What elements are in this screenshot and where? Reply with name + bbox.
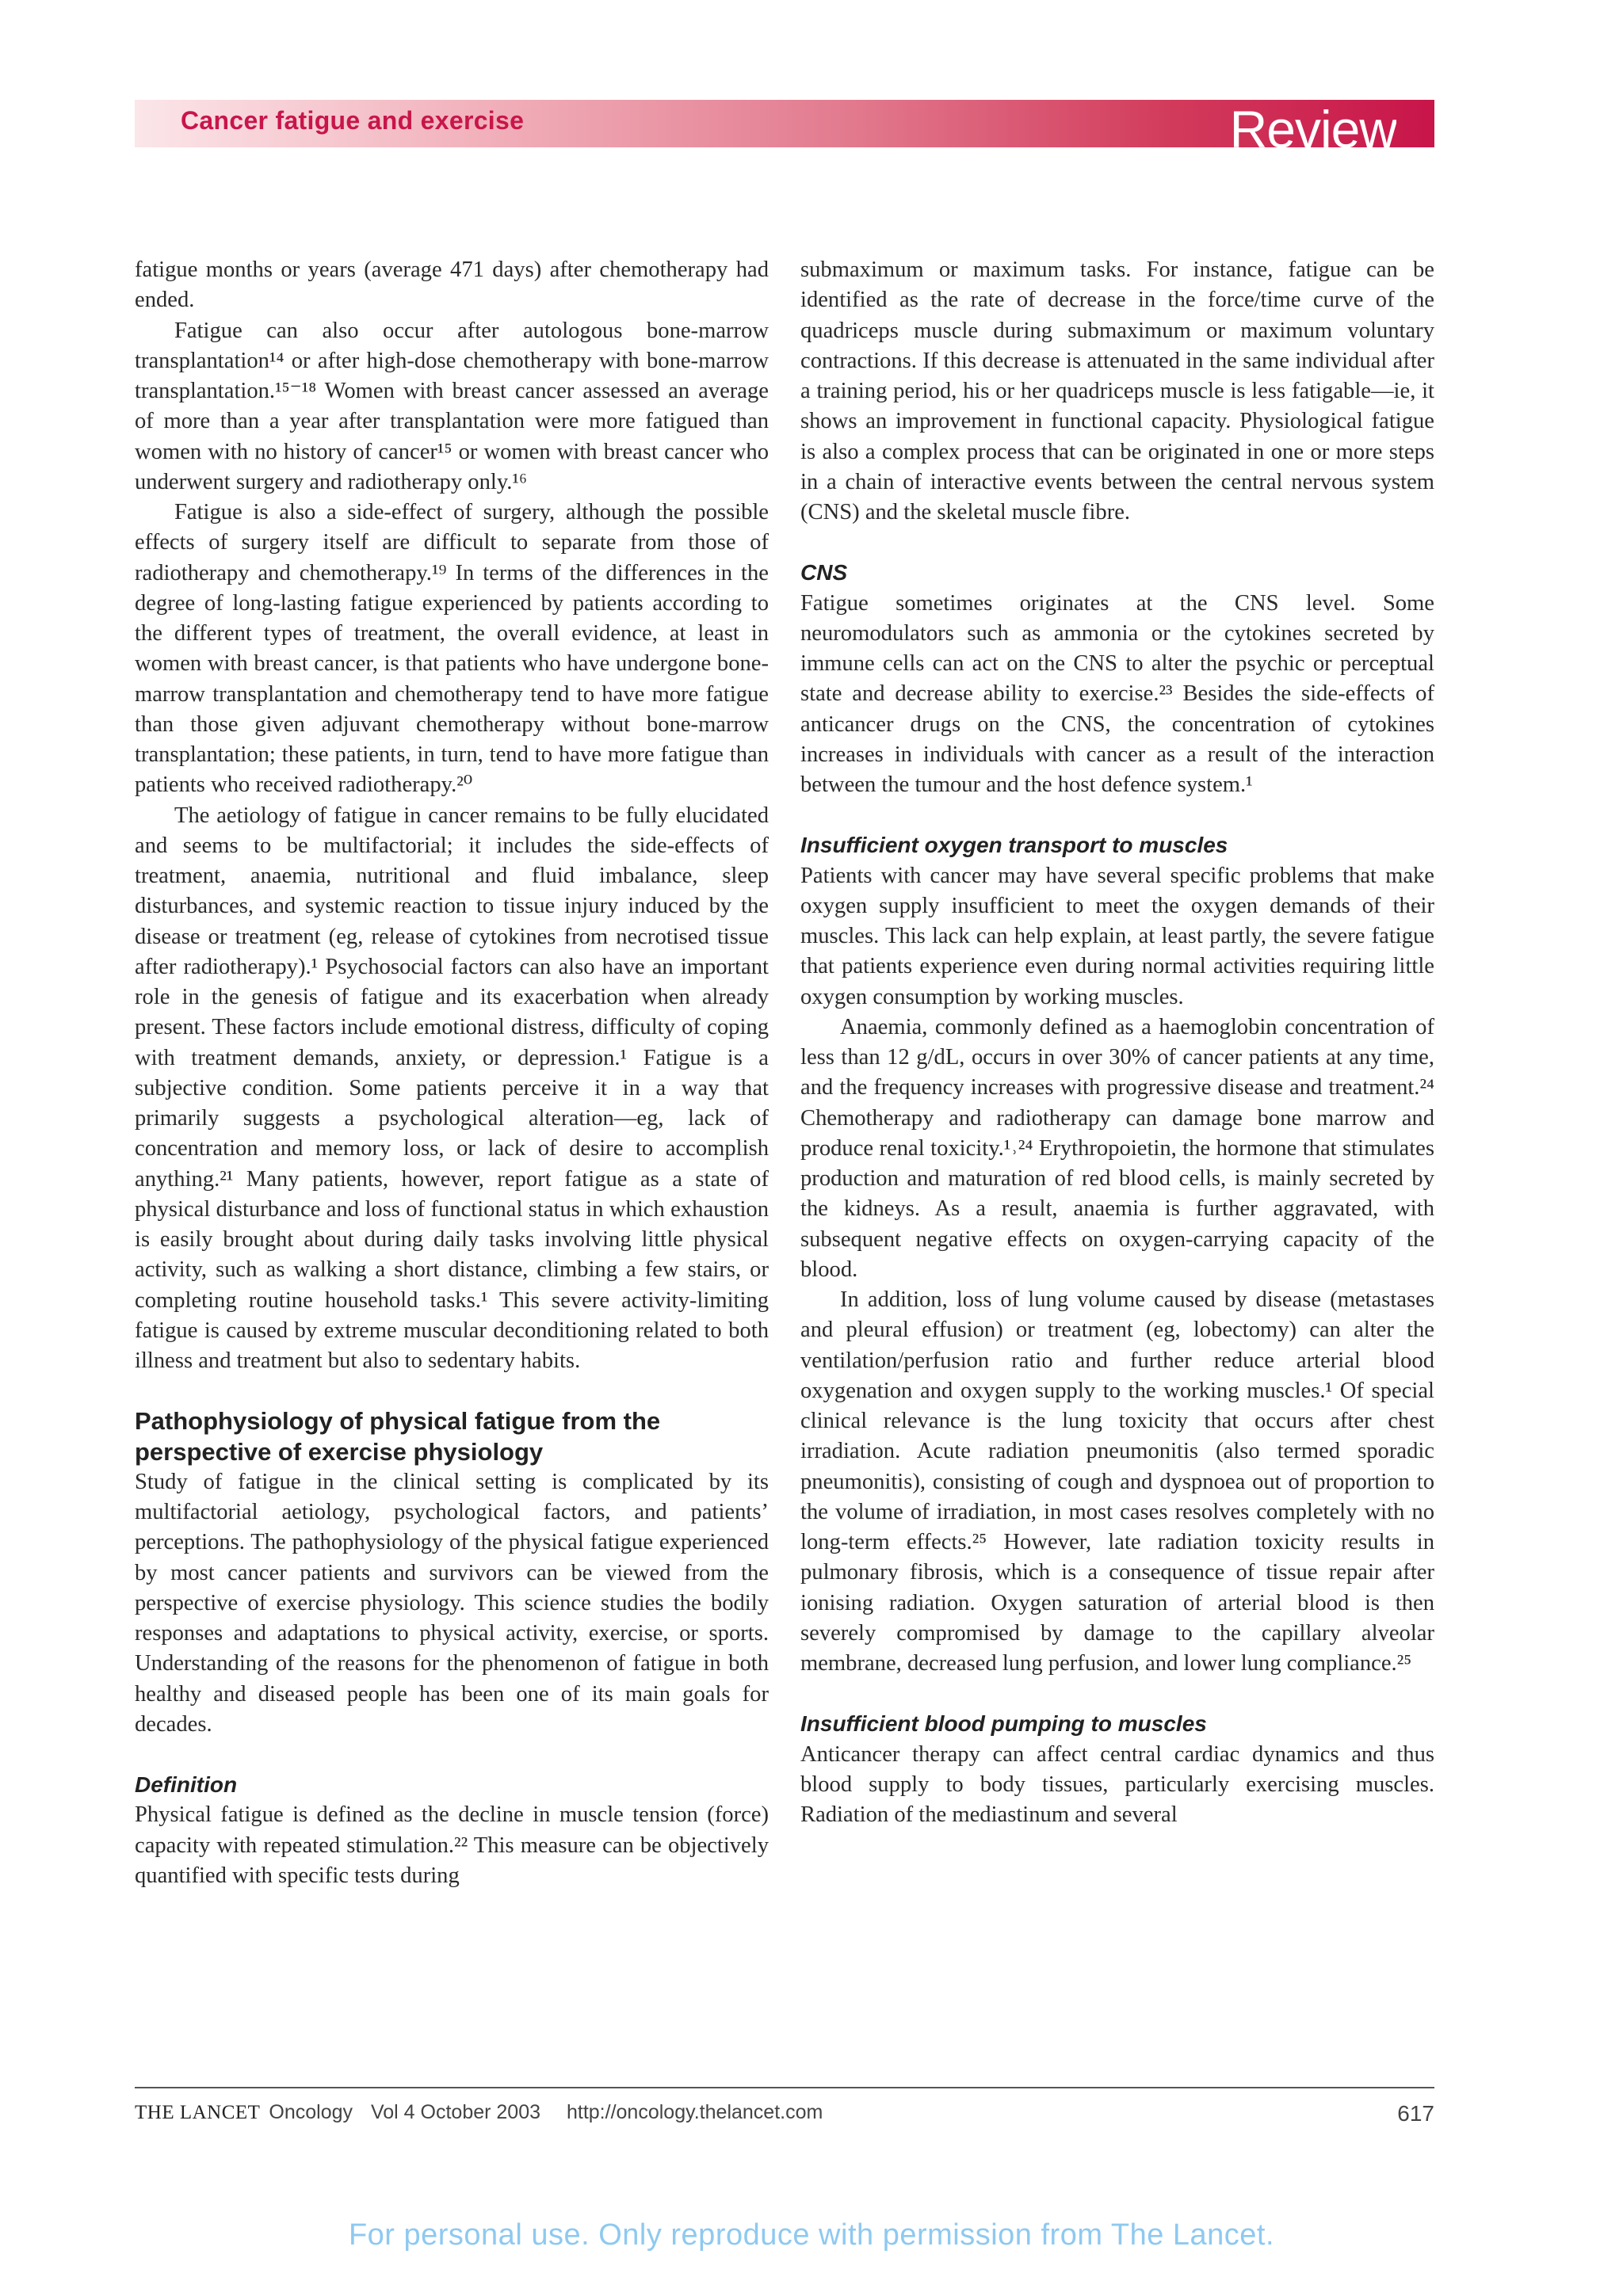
section-title: Cancer fatigue and exercise [181, 106, 525, 135]
subsection-heading: Insufficient blood pumping to muscles [800, 1711, 1207, 1737]
subsection-heading: CNS [800, 560, 848, 585]
header-band [135, 100, 1434, 147]
paragraph: Fatigue is also a side-effect of surgery, although the possible effects of surgery itself are difficult to separate from those of radiotherapy and chemotherapy.¹⁹ In terms of the differences in the degree of long-lasting fatigue experienced by patients according to the different types of treatment, the overall evidence, at least in women with breast cancer, is that patients who have undergone bone-marrow transplantation and chemotherapy tend to have more fatigue than those given adjuvant chemotherapy without bone-marrow transplantation; these patients, in turn, tend to have more fatigue than patients who received radiotherapy.²⁰ [135, 500, 769, 798]
paragraph: Patients with cancer may have several specific problems that make oxygen supply insufficient to meet the oxygen demands of their muscles. This lack can help explain, at least partly, the severe fatigue that patients experience even during normal activities requiring little oxygen consumption by working muscles. [800, 863, 1434, 1009]
footer-rule [135, 2087, 1434, 2088]
subsection-heading: Insufficient oxygen transport to muscles [800, 833, 1228, 858]
review-label: Review [1229, 103, 1396, 147]
section-heading: Pathophysiology of physical fatigue from the perspective of exercise physiology [135, 1407, 661, 1466]
left-column [135, 255, 769, 1891]
paragraph: Study of fatigue in the clinical setting is complicated by its multifactorial aetiology, psychological factors, and patients’ perceptions. The pathophysiology of the physical fatigue experienced by most cancer patients and survivors can be viewed from the perspective of exercise physiology. This science studies the bodily responses and adaptations to physical activity, exercise, or sports. Understanding of the reasons for the phenomenon of fatigue in both healthy and diseased people has been one of its main goals for decades. [135, 1469, 769, 1737]
journal-name: THE LANCET [135, 2102, 261, 2123]
paragraph: Anaemia, commonly defined as a haemoglobin concentration of less than 12 g/dL, occurs in over 30% of cancer patients at any time, and the frequency increases with progressive disease and treatment.²⁴ Chemotherapy and radiotherapy can damage bone marrow and produce renal toxicity.¹˒²⁴ Erythropoietin, the hormone that stimulates production and maturation of red blood cells, is mainly secreted by the kidneys. As a result, anaemia is further aggravated, with subsequent negative effects on oxygen-carrying capacity of the blood. [800, 1014, 1434, 1282]
journal-url[interactable]: http://oncology.thelancet.com [566, 2101, 823, 2123]
paragraph: The aetiology of fatigue in cancer remains to be fully elucidated and seems to be multifactorial; it includes the side-effects of treatment, anaemia, nutritional and fluid imbalance, sleep disturbances, and systemic reaction to tissue injury induced by the disease or treatment (eg, release of cytokines from necrotised tissue after radiotherapy).¹ Psychosocial factors can also have an important role in the genesis of fatigue and its exacerbation when already present. These factors include emotional distress, difficulty of coping with treatment demands, anxiety, or depression.¹ Fatigue is a subjective condition. Some patients perceive it in a way that primarily suggests a psychological alteration—eg, lack of concentration and memory loss, or lack of desire to accomplish anything.²¹ Many patients, however, report fatigue as a state of physical disturbance and loss of functional status in which exhaustion is easily brought about during daily tasks involving little physical activity, such as walking a short distance, climbing a few stairs, or completing routine household tasks.¹ This severe activity-limiting fatigue is caused by extreme muscular deconditioning related to both illness and treatment but also to sedentary habits. [135, 803, 769, 1373]
issue-info: Vol 4 October 2003 [370, 2101, 541, 2123]
page-number: 617 [1397, 2101, 1434, 2126]
paragraph: In addition, loss of lung volume caused by disease (metastases and pleural effusion) or treatment (eg, lobectomy) can alter the ventilation/perfusion ratio and further reduce arterial blood oxygenation and oxygen supply to the working muscles.¹ Of special clinical relevance is the lung toxicity that occurs after chest irradiation. Acute radiation pneumonitis (also termed sporadic pneumonitis), consisting of cough and dyspnoea out of proportion to the volume of irradiation, in most cases resolves completely with no long-term effects.²⁵ However, late radiation toxicity results in pulmonary fibrosis, which is a consequence of tissue repair after ionising radiation. Oxygen saturation of arterial blood is then severely compromised by damage to the capillary alveolar membrane, decreased lung perfusion, and lower lung compliance.²⁵ [800, 1287, 1434, 1676]
page-footer [135, 2101, 1434, 2133]
paragraph: submaximum or maximum tasks. For instance, fatigue can be identified as the rate of decrease in the force/time curve of the quadriceps muscle during submaximum or maximum voluntary contractions. If this decrease is attenuated in the same individual after a training period, his or her quadriceps muscle is less fatigable—ie, it shows an improvement in functional capacity. Physiological fatigue is also a complex process that can be originated in one or more steps in a chain of interactive events between the central nervous system (CNS) and the skeletal muscle fibre. [800, 257, 1434, 524]
paragraph: Fatigue can also occur after autologous bone-marrow transplantation¹⁴ or after high-dose chemotherapy with bone-marrow transplantation.¹⁵⁻¹⁸ Women with breast cancer assessed an average of more than a year after transplantation were more fatigued than women with no history of cancer¹⁵ or women with breast cancer who underwent surgery and radiotherapy only.¹⁶ [135, 318, 769, 494]
paragraph: Anticancer therapy can affect central cardiac dynamics and thus blood supply to body tissues, particularly exercising muscles. Radiation of the mediastinum and several [800, 1741, 1434, 1827]
paragraph: fatigue months or years (average 471 days) after chemotherapy had ended. [135, 257, 769, 313]
journal-subtitle: Oncology [269, 2101, 353, 2123]
paragraph: Fatigue sometimes originates at the CNS level. Some neuromodulators such as ammonia or the cytokines secreted by immune cells can act on the CNS to alter the psychic or perceptual state and decrease ability to exercise.²³ Besides the side-effects of anticancer drugs on the CNS, the concentration of cytokines increases in individuals with cancer as a result of the interaction between the tumour and the host defence system.¹ [800, 590, 1434, 797]
permission-watermark: For personal use. Only reproduce with permission from The Lancet. [348, 2218, 1275, 2252]
paragraph: Physical fatigue is defined as the decline in muscle tension (force) capacity with repeated stimulation.²² This measure can be objectively quantified with specific tests during [135, 1802, 769, 1888]
subsection-heading: Definition [135, 1772, 238, 1797]
right-column [800, 255, 1434, 1830]
